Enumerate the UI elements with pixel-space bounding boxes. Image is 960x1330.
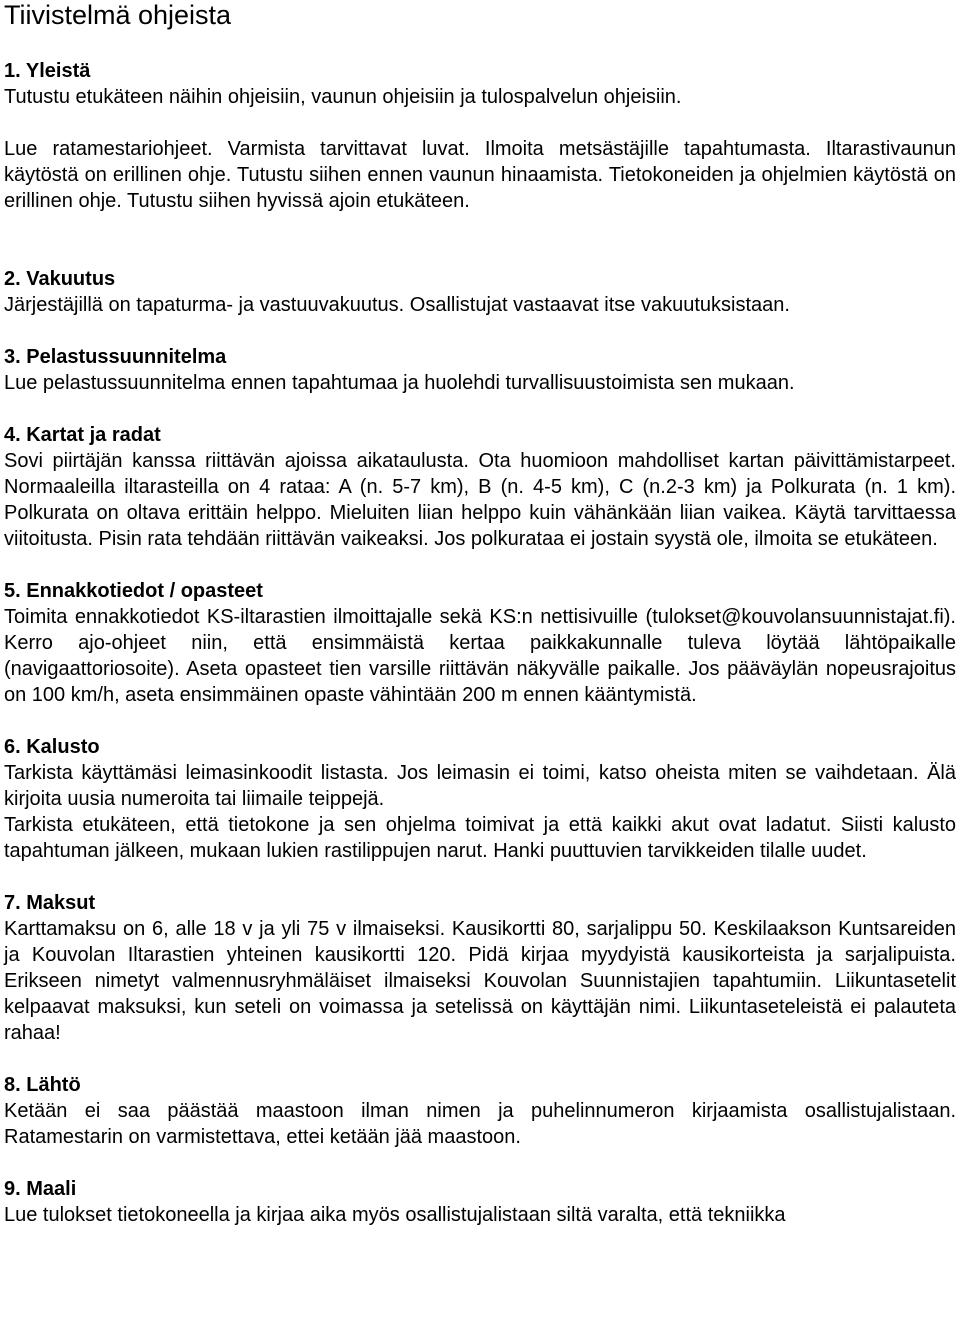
document (4, 0, 956, 1228)
section-paragraph: Tutustu etukäteen näihin ohjeisiin, vaunun ohjeisiin ja tulospalvelun ohjeisiin. (4, 86, 682, 108)
section-heading: 2. Vakuutus (4, 268, 116, 290)
section-paragraph: Sovi piirtäjän kanssa riittävän ajoissa aikataulusta. Ota huomioon mahdolliset kartan päivittämistarpeet. Normaaleilla iltarasteilla on 4 rataa: A (n. 5-7 km), B (n. 4-5 km), C (n.2-3 km) ja Polkurata (n. 1 km). Polkurata on oltava erittäin helppo. Mieluiten liian helppo kuin vähänkään liian vaikea. Käytä tarvittaessa viitoitusta. Pisin rata tehdään riittävän vaikeaksi. Jos polkurataa ei jostain syystä ole, ilmoita se etukäteen. (4, 450, 956, 550)
section-heading: 6. Kalusto (4, 736, 100, 758)
section-yleista (4, 58, 956, 214)
section-paragraph: Tarkista etukäteen, että tietokone ja sen ohjelma toimivat ja että kaikki akut ovat ladatut. Siisti kalusto tapahtuman jälkeen, mukaan lukien rastilippujen narut. Hanki puuttuvien tarvikkeiden tilalle uudet. (4, 814, 956, 862)
section-pelastussuunnitelma (4, 344, 956, 396)
section-paragraph: Lue ratamestariohjeet. Varmista tarvittavat luvat. Ilmoita metsästäjille tapahtumasta. Iltarastivaunun käytöstä on erillinen ohje. Tutustu siihen ennen vaunun hinaamista. Tietokoneiden ja ohjelmien käytöstä on erillinen ohje. Tutustu siihen hyvissä ajoin etukäteen. (4, 138, 956, 212)
section-heading: 8. Lähtö (4, 1074, 81, 1096)
section-paragraph: Karttamaksu on 6, alle 18 v ja yli 75 v ilmaiseksi. Kausikortti 80, sarjalippu 50. Keskilaakson Kuntsareiden ja Kouvolan Iltarastien yhteinen kausikortti 120. Pidä kirjaa myydyistä kausikorteista ja sarjalipuista. Erikseen nimetyt valmennusryhmäläiset ilmaiseksi Kouvolan Suunnistajien tapahtumiin. Liikuntasetelit kelpaavat maksuksi, kun seteli on voimassa ja setelissä on käyttäjän nimi. Liikuntaseteleistä ei palauteta rahaa! (4, 918, 956, 1044)
section-paragraph: Järjestäjillä on tapaturma- ja vastuuvakuutus. Osallistujat vastaavat itse vakuutuksistaan. (4, 294, 790, 316)
section-kartat-ja-radat (4, 422, 956, 552)
section-paragraph: Tarkista käyttämäsi leimasinkoodit listasta. Jos leimasin ei toimi, katso oheista miten se vaihdetaan. Älä kirjoita uusia numeroita tai liimaile teippejä. (4, 762, 956, 810)
section-heading: 9. Maali (4, 1178, 77, 1200)
section-vakuutus (4, 266, 956, 318)
section-ennakkotiedot (4, 578, 956, 708)
section-heading: 5. Ennakkotiedot / opasteet (4, 580, 263, 602)
section-paragraph: Ketään ei saa päästää maastoon ilman nimen ja puhelinnumeron kirjaamista osallistujalistaan. Ratamestarin on varmistettava, ettei ketään jää maastoon. (4, 1100, 956, 1148)
section-kalusto (4, 734, 956, 864)
section-lahto (4, 1072, 956, 1150)
section-maksut (4, 890, 956, 1046)
page-title: Tiivistelmä ohjeista (4, 0, 232, 30)
section-paragraph: Lue tulokset tietokoneella ja kirjaa aika myös osallistujalistaan siltä varalta, että tekniikka (4, 1204, 786, 1226)
section-heading: 3. Pelastussuunnitelma (4, 346, 227, 368)
section-heading: 7. Maksut (4, 892, 96, 914)
section-heading: 4. Kartat ja radat (4, 424, 161, 446)
section-maali (4, 1176, 956, 1228)
section-paragraph: Toimita ennakkotiedot KS-iltarastien ilmoittajalle sekä KS:n nettisivuille (tulokset@kouvolansuunnistajat.fi). Kerro ajo-ohjeet niin, että ensimmäistä kertaa paikkakunnalle tuleva löytää lähtöpaikalle (navigaattoriosoite). Aseta opasteet tien varsille riittävän näkyvälle paikalle. Jos pääväylän nopeusrajoitus on 100 km/h, aseta ensimmäinen opaste vähintään 200 m ennen kääntymistä. (4, 606, 956, 706)
section-heading: 1. Yleistä (4, 60, 91, 82)
section-paragraph: Lue pelastussuunnitelma ennen tapahtumaa ja huolehdi turvallisuustoimista sen mukaan. (4, 372, 795, 394)
